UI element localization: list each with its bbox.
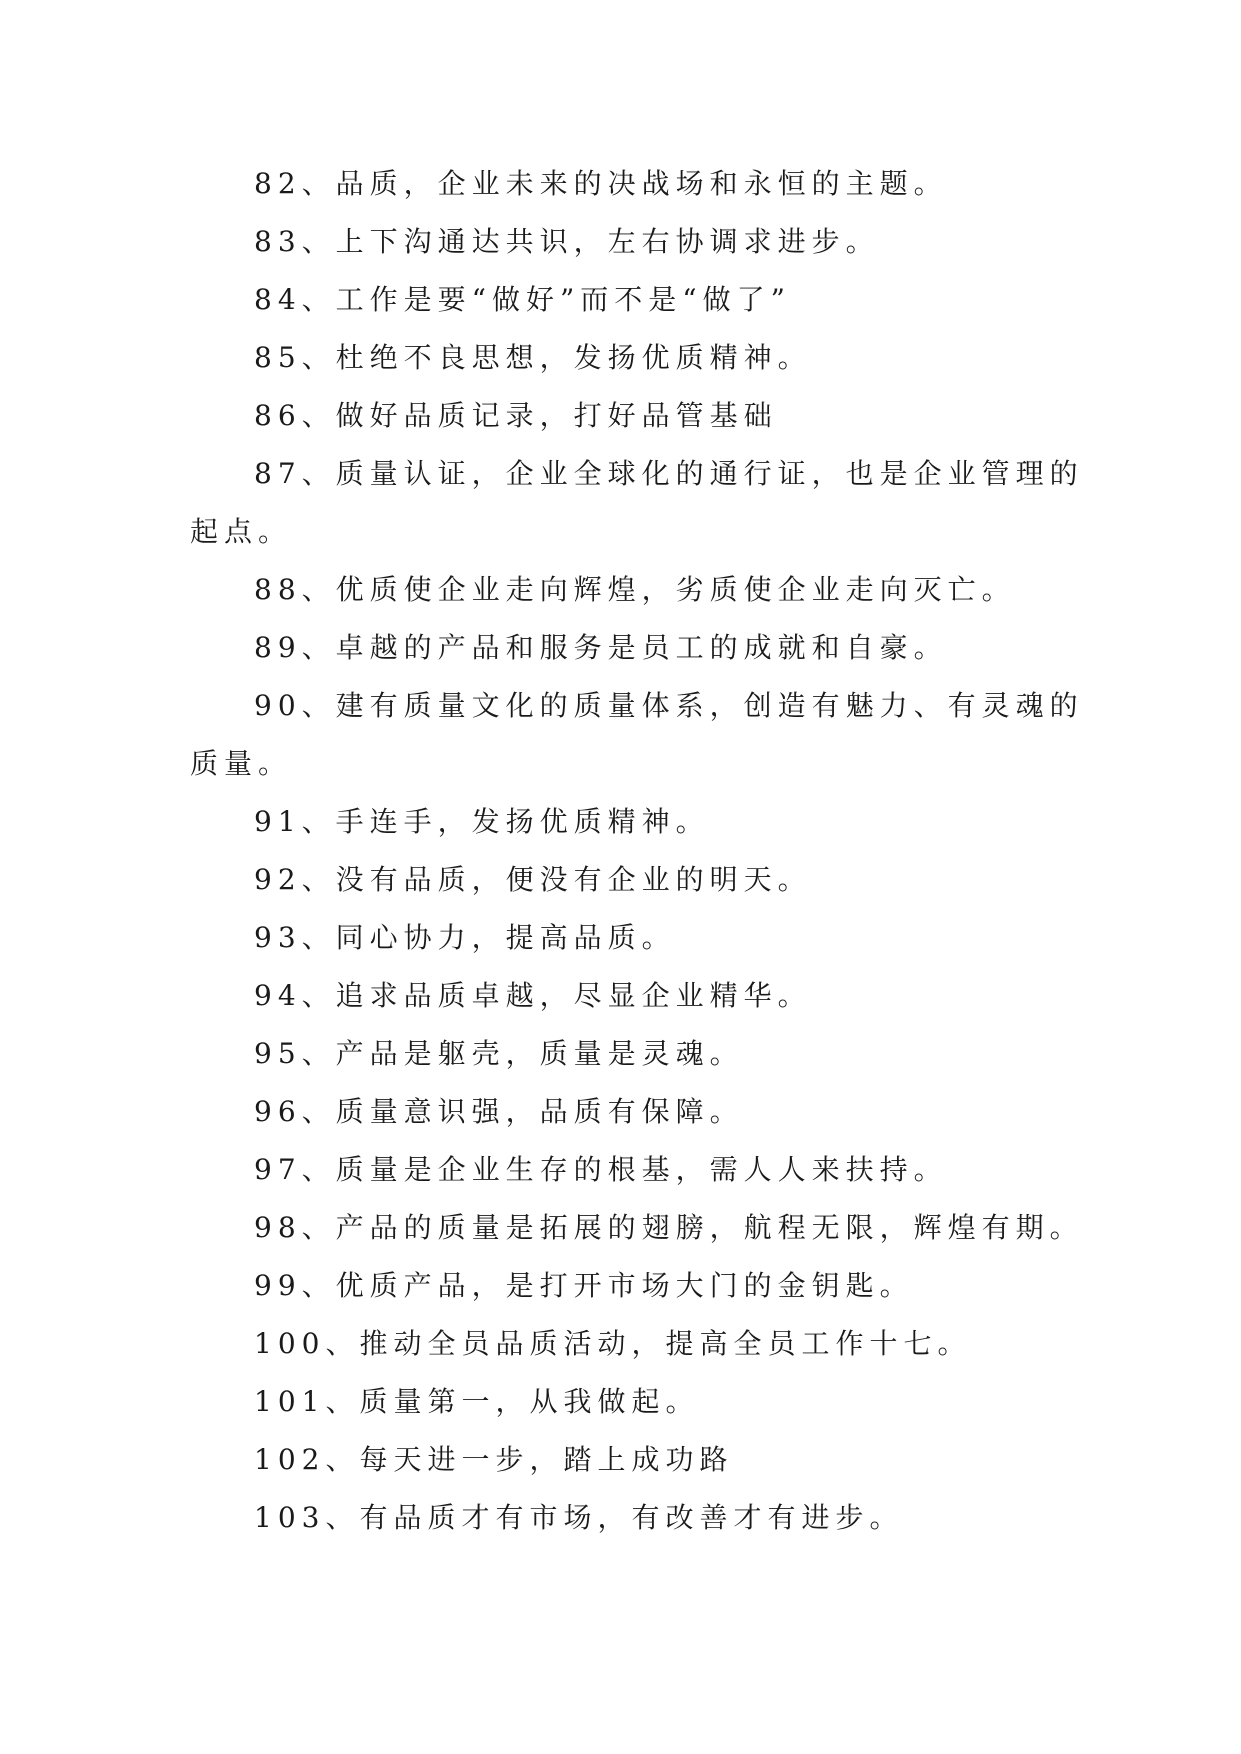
slogan-94: 94、追求品质卓越，尽显企业精华。 <box>254 979 812 1012</box>
slogan-100: 100、推动全员品质活动，提高全员工作十七。 <box>254 1327 972 1360</box>
slogan-89: 89、卓越的产品和服务是员工的成就和自豪。 <box>254 631 948 664</box>
slogan-96: 96、质量意识强，品质有保障。 <box>254 1095 744 1128</box>
document-body <box>190 155 1084 1547</box>
slogan-87: 87、质量认证，企业全球化的通行证，也是企业管理的 <box>254 457 1084 490</box>
slogan-99: 99、优质产品，是打开市场大门的金钥匙。 <box>254 1269 914 1302</box>
slogan-82: 82、品质，企业未来的决战场和永恒的主题。 <box>254 167 948 200</box>
slogan-92: 92、没有品质，便没有企业的明天。 <box>254 863 812 896</box>
slogan-91: 91、手连手，发扬优质精神。 <box>254 805 710 838</box>
slogan-97: 97、质量是企业生存的根基，需人人来扶持。 <box>254 1153 948 1186</box>
slogan-90-continuation: 质量。 <box>190 747 293 780</box>
slogan-98: 98、产品的质量是拓展的翅膀，航程无限，辉煌有期。 <box>254 1211 1084 1244</box>
slogan-86: 86、做好品质记录，打好品管基础 <box>254 399 778 432</box>
slogan-85: 85、杜绝不良思想，发扬优质精神。 <box>254 341 812 374</box>
slogan-84: 84、工作是要“做好”而不是“做了” <box>254 283 791 316</box>
slogan-101: 101、质量第一，从我做起。 <box>254 1385 700 1418</box>
slogan-90: 90、建有质量文化的质量体系，创造有魅力、有灵魂的 <box>254 689 1084 722</box>
slogan-102: 102、每天进一步，踏上成功路 <box>254 1443 734 1476</box>
slogan-95: 95、产品是躯壳，质量是灵魂。 <box>254 1037 744 1070</box>
slogan-103: 103、有品质才有市场，有改善才有进步。 <box>254 1501 904 1534</box>
slogan-88: 88、优质使企业走向辉煌，劣质使企业走向灭亡。 <box>254 573 1016 606</box>
slogan-87-continuation: 起点。 <box>190 515 293 548</box>
slogan-93: 93、同心协力，提高品质。 <box>254 921 676 954</box>
slogan-83: 83、上下沟通达共识，左右协调求进步。 <box>254 225 880 258</box>
